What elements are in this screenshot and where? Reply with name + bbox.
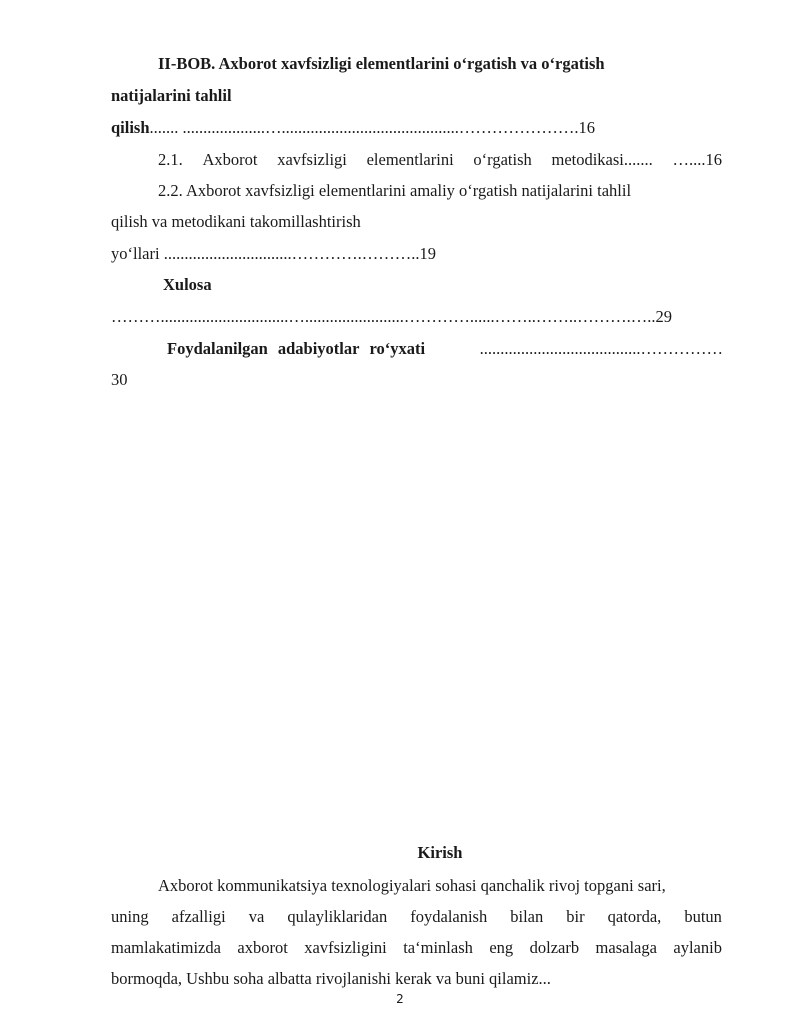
toc-chapter2-leader: ....... ....................…...........................................…………………. xyxy=(149,118,579,137)
intro-line-2 xyxy=(111,907,722,927)
toc-references-word: adabiyotlar xyxy=(277,339,360,358)
toc-section-2-1 xyxy=(158,150,722,170)
intro-title: Kirish xyxy=(417,843,463,862)
toc-section-2-1-word: o‘rgatish xyxy=(473,150,532,169)
toc-section-2-1-word: …....16 xyxy=(672,150,722,169)
intro-word: xavfsizligini xyxy=(304,938,387,957)
toc-section-2-2-page: 19 xyxy=(419,244,436,263)
toc-section-2-2-line2: qilish va metodikani takomillashtirish xyxy=(111,212,361,231)
intro-word: axborot xyxy=(237,938,288,957)
toc-references-word: Foydalanilgan xyxy=(167,339,268,358)
toc-references-title xyxy=(167,339,425,359)
toc-chapter2-title-line2: natijalarini tahlil xyxy=(111,86,232,105)
toc-chapter2-title-line3: qilish xyxy=(111,118,150,137)
page-number: 2 xyxy=(396,992,404,1006)
intro-word: dolzarb xyxy=(529,938,580,957)
toc-chapter2-entry xyxy=(111,118,595,138)
intro-word: mamlakatimizda xyxy=(111,938,221,957)
intro-word: qatorda, xyxy=(607,907,662,926)
intro-line-1: Axborot kommunikatsiya texnologiyalari sohasi qanchalik rivoj topgani sari, xyxy=(158,876,666,895)
intro-word: bir xyxy=(566,907,585,926)
intro-word: va xyxy=(248,907,265,926)
toc-chapter2-page: 16 xyxy=(578,118,596,137)
toc-chapter2-title-line1: II-BOB. Axborot xavfsizligi elementlarini o‘rgatish va o‘rgatish xyxy=(158,54,605,73)
toc-section-2-1-word: xavfsizligi xyxy=(277,150,347,169)
intro-word: ta‘minlash xyxy=(403,938,473,957)
intro-word: afzalligi xyxy=(171,907,226,926)
toc-conclusion-title: Xulosa xyxy=(163,275,212,294)
intro-line-4: bormoqda, Ushbu soha albatta rivojlanishi kerak va buni qilamiz... xyxy=(111,969,551,988)
toc-section-2-1-word: elementlarini xyxy=(366,150,454,169)
toc-section-2-1-word: metodikasi....... xyxy=(551,150,653,169)
toc-conclusion-leader: ………...............................…........................…………......……..……..……….….. xyxy=(111,307,656,326)
intro-word: masalaga xyxy=(595,938,657,957)
intro-word: uning xyxy=(111,907,149,926)
intro-word: qulayliklaridan xyxy=(287,907,388,926)
intro-word: foydalanish xyxy=(410,907,488,926)
intro-word: aylanib xyxy=(673,938,722,957)
toc-references-leader: .......................................…………… xyxy=(479,339,723,358)
intro-word: butun xyxy=(684,907,722,926)
toc-conclusion-page: 29 xyxy=(655,307,672,326)
toc-references-entry xyxy=(167,339,723,359)
intro-word: bilan xyxy=(510,907,544,926)
toc-conclusion-entry xyxy=(111,307,672,327)
toc-references-word: ro‘yxati xyxy=(369,339,426,358)
intro-word: eng xyxy=(489,938,514,957)
intro-line-3 xyxy=(111,938,722,958)
toc-section-2-1-word: Axborot xyxy=(202,150,258,169)
toc-section-2-1-number: 2.1. xyxy=(158,150,183,169)
toc-references-page: 30 xyxy=(111,370,128,389)
toc-section-2-2-line1: 2.2. Axborot xavfsizligi elementlarini amaliy o‘rgatish natijalarini tahlil xyxy=(158,181,632,200)
toc-section-2-2-entry xyxy=(111,244,436,264)
toc-section-2-2-line3: yo‘llari ...............................………….……….. xyxy=(111,244,420,263)
